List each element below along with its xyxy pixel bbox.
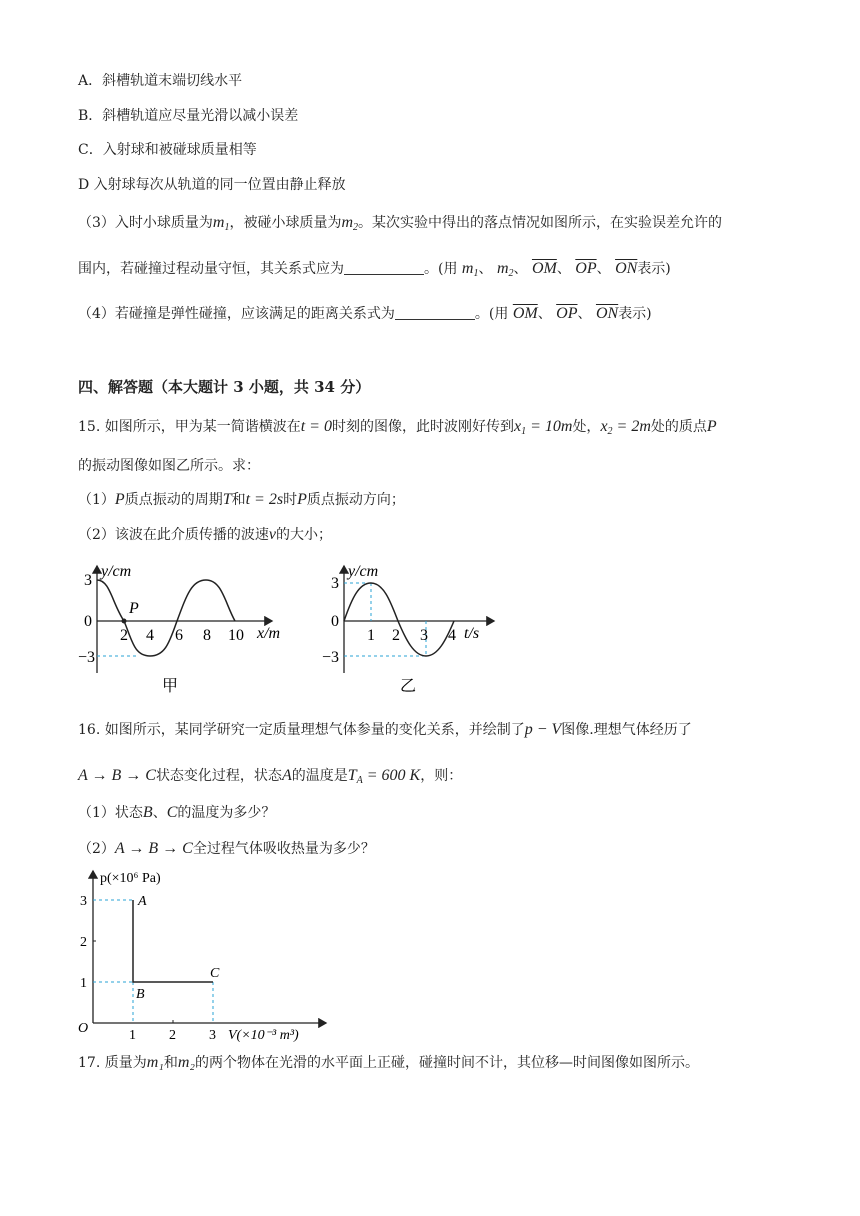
svg-text:2: 2 <box>169 1028 176 1043</box>
answer-blank[interactable] <box>395 305 475 320</box>
option-b: B．斜槽轨道应尽量光滑以减小误差 <box>78 108 299 124</box>
q15-sub1: （1）P质点振动的周期T和t = 2s时P质点振动方向； <box>78 491 405 508</box>
svg-text:8: 8 <box>203 627 211 644</box>
svg-text:−3: −3 <box>78 649 96 666</box>
svg-text:1: 1 <box>367 627 375 644</box>
caption-yi: 乙 <box>400 678 417 695</box>
svg-text:10: 10 <box>228 627 244 644</box>
option-c: C．入射球和被碰球质量相等 <box>78 142 257 158</box>
y-label: y/cm <box>101 563 132 580</box>
svg-text:0: 0 <box>331 613 339 630</box>
svg-text:y/cm: y/cm <box>348 563 379 580</box>
svg-text:2: 2 <box>392 627 400 644</box>
q16-line2: A → B → C状态变化过程，状态A的温度是$T_A = 600$ K，则： <box>78 767 463 786</box>
svg-text:1: 1 <box>80 976 87 991</box>
caption-jia: 甲 <box>162 678 179 695</box>
q16-sub2: （2）A → B → C全过程气体吸收热量为多少？ <box>78 840 375 857</box>
wave-curve <box>97 580 235 656</box>
svg-text:3: 3 <box>209 1028 216 1043</box>
svg-text:3: 3 <box>331 575 339 592</box>
point-p <box>122 619 127 624</box>
svg-text:2: 2 <box>80 935 87 950</box>
svg-text:4: 4 <box>146 627 154 644</box>
q3-text-d: 围内，若碰撞过程动量守恒，其关系式应为 <box>78 261 344 277</box>
svg-text:t/s: t/s <box>464 625 480 642</box>
svg-text:3: 3 <box>420 627 428 644</box>
q17-line: 17. 质量为m₁和m₂的两个物体在光滑的水平面上正碰，碰撞时间不计，其位移—时间图像如图所示。 <box>78 1054 699 1071</box>
svg-text:3: 3 <box>80 894 87 909</box>
svg-text:1: 1 <box>129 1028 136 1043</box>
q15-sub2: （2）该波在此介质传播的波速v的大小； <box>78 526 333 543</box>
option-a: A．斜槽轨道末端切线水平 <box>78 73 243 89</box>
pv-graph <box>76 865 346 1047</box>
x-label: x/m <box>257 625 281 642</box>
svg-text:p(×10⁶ Pa): p(×10⁶ Pa) <box>100 871 161 886</box>
svg-text:0: 0 <box>84 613 92 630</box>
process-path <box>133 900 213 982</box>
vibration-curve <box>344 583 454 656</box>
svg-text:3: 3 <box>84 572 92 589</box>
q4-line: （4）若碰撞是弹性碰撞，应该满足的距离关系式为 。(用 $\overline{OM}$、 $\overline{OP}$、 $\overline{ON}$表示) <box>78 305 652 322</box>
q3-text-b: ，被碰小球质量为 <box>229 215 342 231</box>
option-d: D 入射球每次从轨道的同一位置由静止释放 <box>78 177 346 193</box>
answer-blank[interactable] <box>344 260 424 275</box>
q3-text-a: （3）入时小球质量为 <box>78 215 213 231</box>
svg-text:A: A <box>138 894 147 909</box>
m1-symbol: $m_1$ <box>212 214 230 233</box>
q15-line1: 15. 如图所示，甲为某一简谐横波在t = 0时刻的图像，此时波刚好传到$x_1 = 10m$处，$x_2 = 2m$处的质点P <box>78 418 717 437</box>
svg-text:V(×10⁻³ m³): V(×10⁻³ m³) <box>228 1028 299 1043</box>
svg-text:B: B <box>136 987 145 1002</box>
svg-text:P: P <box>129 600 139 617</box>
vibration-graph-yi <box>314 558 504 698</box>
m2-symbol: $m_2$ <box>341 214 359 233</box>
wave-graph-jia <box>78 558 302 698</box>
svg-text:C: C <box>210 966 220 981</box>
svg-text:2: 2 <box>120 627 128 644</box>
op-segment: $\overline{OP}$ <box>575 260 597 277</box>
on-segment: $\overline{ON}$ <box>615 260 638 277</box>
svg-text:4: 4 <box>448 627 456 644</box>
q3-line2: 围内，若碰撞过程动量守恒，其关系式应为 。(用 $m_1$、 $m_2$、 $\overline{OM}$、 $\overline{OP}$、 $\overline{ON}$表示) <box>78 260 671 279</box>
q15-line2: 的振动图像如图乙所示。求： <box>78 458 260 474</box>
q3-text-c: 。某次实验中得出的落点情况如图所示，在实验误差允许的 <box>358 215 723 231</box>
om-segment: $\overline{OM}$ <box>531 260 557 277</box>
q3-line1 <box>78 213 722 238</box>
svg-text:6: 6 <box>175 627 183 644</box>
section-heading: 四、解答题（本大题计 3 小题，共 34 分） <box>78 378 371 396</box>
q16-sub1: （1）状态B、C的温度为多少？ <box>78 804 276 821</box>
svg-text:O: O <box>78 1021 89 1036</box>
q16-line1: 16. 如图所示，某同学研究一定质量理想气体参量的变化关系，并绘制了p − V图像.理想气体经历了 <box>78 721 692 738</box>
svg-text:−3: −3 <box>322 649 340 666</box>
